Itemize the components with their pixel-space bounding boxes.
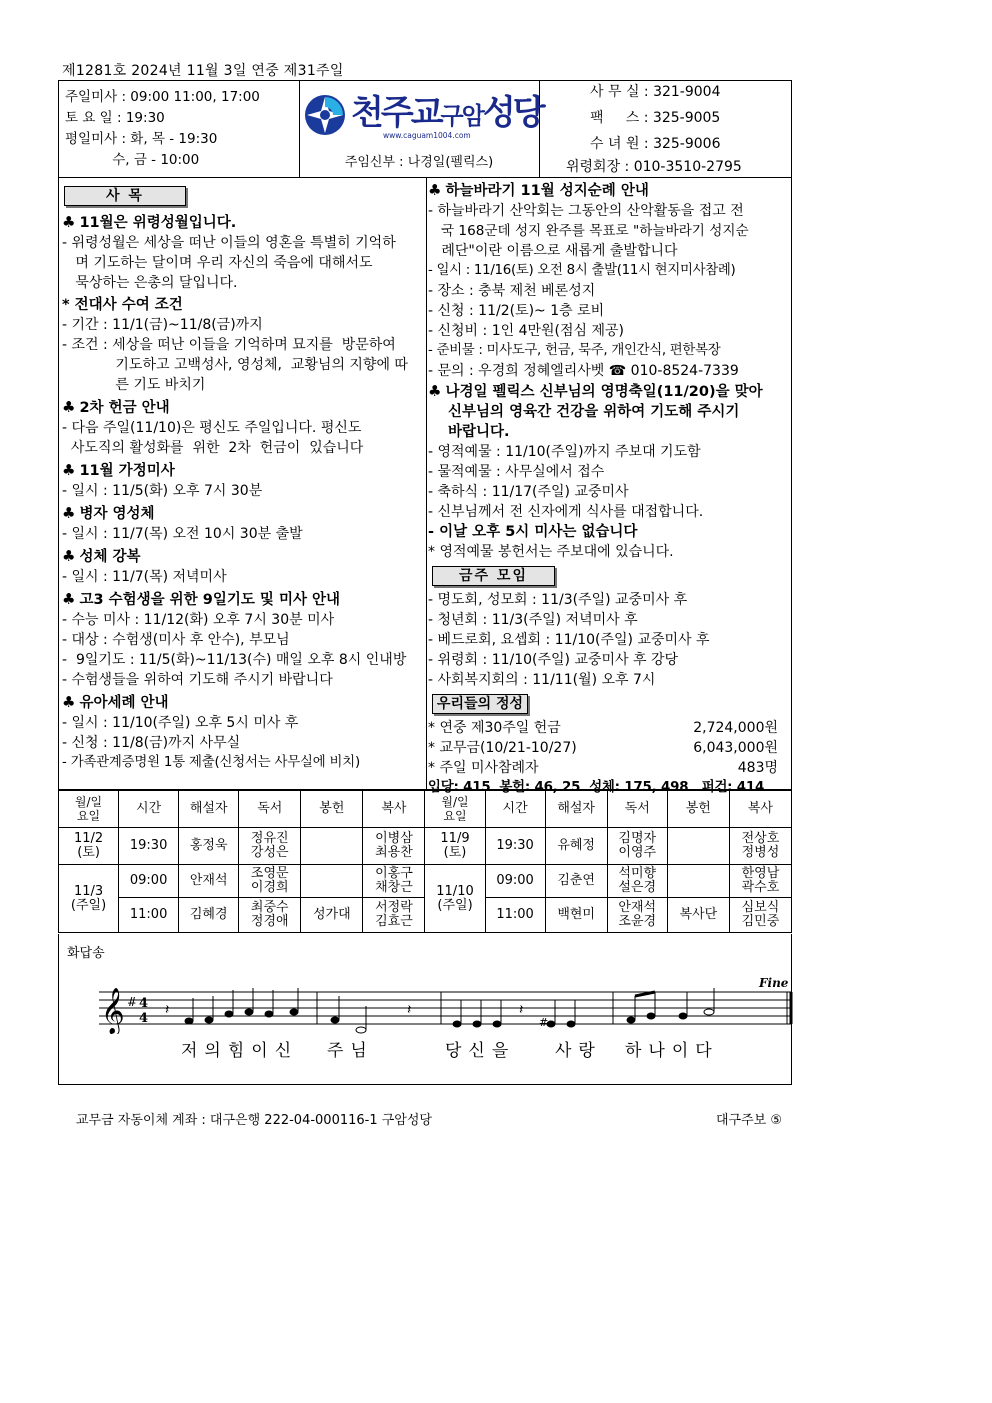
club-icon: ♣ (62, 398, 76, 416)
server-cell: 이병삼 최용찬 (363, 828, 425, 865)
text-line: - 다음 주일(11/10)은 평신도 주일입니다. 평신도 (62, 420, 362, 436)
mass-time-line: 토 요 일 : 19:30 (65, 110, 165, 126)
text-line: - 수능 미사 : 11/12(화) 오후 7시 30분 미사 (62, 612, 335, 628)
issue-line: 제1281호 2024년 11월 3일 연중 제31주일 (62, 63, 344, 79)
svg-text:𝄽: 𝄽 (407, 1002, 412, 1018)
offering-cell: 복사단 (667, 898, 729, 933)
server-cell: 심보식 김민중 (729, 898, 791, 933)
header-cell: 복사 (729, 791, 791, 828)
reading-cell: 조영문 이경희 (239, 865, 301, 898)
offering-cell (301, 865, 363, 898)
text-line: - 신부님께서 전 신자에게 식사를 대접합니다. (428, 504, 704, 520)
text-line: - 축하식 : 11/17(주일) 교중미사 (428, 484, 629, 500)
text-line: - 수험생들을 위하여 기도해 주시기 바랍니다 (62, 672, 333, 688)
right-column (428, 180, 790, 798)
commentator-cell: 백현미 (545, 898, 607, 933)
section-head: ♣ 11월 가정미사 (62, 461, 175, 479)
contact-line: 위령회장 : 010-3510-2795 (566, 159, 742, 175)
server-cell: 이홍구 채창근 (363, 865, 425, 898)
section-head: ♣ 병자 영성체 (62, 504, 155, 522)
reading-cell: 김명자 이영주 (607, 828, 667, 865)
text-line: - 준비물 : 미사도구, 헌금, 묵주, 개인간식, 편한복장 (428, 343, 721, 358)
club-icon: ♣ (62, 547, 76, 565)
contacts (540, 81, 791, 177)
svg-text:4: 4 (139, 1011, 149, 1026)
section-head: ♣ 하늘바라기 11월 성지순례 안내 (428, 181, 649, 199)
section-head: ♣ 11월은 위령성월입니다. (62, 213, 237, 231)
commentator-cell: 유혜정 (545, 828, 607, 865)
header-cell: 시간 (119, 791, 179, 828)
date-cell: 11/9 (토) (425, 828, 485, 865)
offering-cell (667, 865, 729, 898)
text-line: - 가족관계증명원 1통 제출(신청서는 사무실에 비치) (62, 755, 360, 770)
column-divider (426, 178, 427, 790)
text-line: - 신청 : 11/2(토)~ 1층 로비 (428, 303, 605, 319)
section-title-meetings: 금주 모임 (432, 566, 555, 586)
club-icon: ♣ (62, 590, 76, 608)
section-head: ♣ 성체 강복 (62, 547, 141, 565)
section-title-pastoral: 사 목 (64, 186, 186, 206)
text-line: - 문의 : 우경희 정혜엘리사벳 ☎ 010-8524-7339 (428, 363, 739, 379)
svg-text:#: # (127, 995, 138, 1009)
header-cell: 독서 (239, 791, 301, 828)
section-head: ♣ 유아세례 안내 (62, 693, 169, 711)
logo-wordmark (351, 85, 543, 134)
text-line: - 조건 : 세상을 떠난 이들을 기억하며 묘지를 방문하여 (62, 337, 396, 353)
svg-text:𝄞: 𝄞 (101, 988, 125, 1034)
text-line: - 위령성월은 세상을 떠난 이들의 영혼을 특별히 기억하 (62, 235, 396, 251)
section-head-cont: 신부님의 영육간 건강을 위하여 기도해 주시기 (448, 404, 740, 420)
mass-time-line: 수, 금 - 10:00 (65, 152, 200, 168)
table-row (59, 865, 792, 898)
text-line: - 일시 : 11/5(화) 오후 7시 30분 (62, 483, 263, 499)
section-head-cont: 바랍니다. (448, 424, 510, 440)
fine-mark: Fine (759, 976, 789, 990)
commentator-cell: 홍정욱 (179, 828, 239, 865)
contact-line: 수 녀 원 : 325-9006 (590, 136, 721, 152)
offering-row: * 교무금(10/21-10/27) 6,043,000원 (428, 740, 778, 756)
text-line: 른 기도 바치기 (62, 377, 206, 393)
text-line-bold: - 이날 오후 5시 미사는 없습니다 (428, 524, 638, 540)
lyric-word: 사랑 (555, 1041, 602, 1061)
text-line: - 장소 : 충북 제천 베론성지 (428, 283, 596, 299)
time-cell: 11:00 (119, 898, 179, 933)
offering-row: * 연중 제30주일 헌금 2,724,000원 (428, 720, 778, 736)
text-line: 국 168군데 성지 완주를 목표로 "하늘바라기 성지순 (428, 223, 749, 239)
lyric-word: 주님 (327, 1041, 374, 1061)
text-line: 묵상하는 은총의 달입니다. (62, 275, 238, 291)
table-row (59, 828, 792, 865)
offering-cell (667, 828, 729, 865)
server-cell: 서정락 김효근 (363, 898, 425, 933)
responsorial-psalm (58, 934, 792, 1085)
club-icon: ♣ (62, 213, 76, 231)
club-icon: ♣ (62, 461, 76, 479)
header-cell: 봉헌 (667, 791, 729, 828)
offering-row: * 주일 미사참례자 483명 (428, 760, 778, 776)
section-head: ♣ 고3 수험생을 위한 9일기도 및 미사 안내 (62, 590, 341, 608)
reading-cell: 정유진 강성은 (239, 828, 301, 865)
text-line: 며 기도하는 달이며 우리 자신의 죽음에 대해서도 (62, 255, 373, 271)
text-line: - 일시 : 11/10(주일) 오후 5시 미사 후 (62, 715, 299, 731)
date-cell: 11/3 (주일) (59, 865, 119, 933)
attendance-stats: 입당: 415 봉헌: 46, 25 성체: 175, 498 퍼건: 414 (428, 780, 765, 795)
logo-main: 천주교 (351, 93, 441, 133)
text-line: 기도하고 고백성사, 영성체, 교황님의 지향에 따 (62, 357, 408, 373)
page-number: 대구주보 ⑤ (716, 1113, 783, 1128)
contact-line: 사 무 실 : 321-9004 (590, 84, 721, 100)
mass-time-line: 평일미사 : 화, 목 - 19:30 (65, 131, 218, 147)
meeting-line: - 청년회 : 11/3(주일) 저녁미사 후 (428, 612, 638, 628)
text-line: - 기간 : 11/1(금)~11/8(금)까지 (62, 317, 263, 333)
time-cell: 11:00 (485, 898, 545, 933)
header-cell: 해설자 (179, 791, 239, 828)
logo-tail: 성당 (482, 93, 543, 133)
text-line: - 영적예물 : 11/10(주일)까지 주보대 기도함 (428, 444, 701, 460)
time-cell: 19:30 (119, 828, 179, 865)
svg-text:#: # (539, 1016, 549, 1029)
music-staff-icon (99, 984, 793, 1034)
section-head: * 전대사 수여 조건 (62, 297, 183, 313)
meeting-line: - 위령회 : 11/10(주일) 교중미사 후 강당 (428, 652, 679, 668)
logo-sub: 구암 (440, 102, 483, 130)
table-header-row (59, 791, 792, 828)
text-line: - 신청비 : 1인 4만원(점심 제공) (428, 323, 624, 339)
section-title-offerings: 우리들의 정성 (432, 694, 528, 714)
date-cell: 11/10 (주일) (425, 865, 485, 933)
server-cell: 전상호 정병성 (729, 828, 791, 865)
lyric-word: 저의힘이신 (181, 1041, 299, 1061)
church-logo-icon (303, 93, 347, 137)
text-line: * 영적예물 봉헌서는 주보대에 있습니다. (428, 544, 674, 560)
reading-cell: 석미향 설은경 (607, 865, 667, 898)
commentator-cell: 김혜경 (179, 898, 239, 933)
text-line: - 하늘바라기 산악회는 그동안의 산악활동을 접고 전 (428, 203, 744, 219)
header-cell: 복사 (363, 791, 425, 828)
reading-cell: 안재석 조윤경 (607, 898, 667, 933)
offering-cell: 성가대 (301, 898, 363, 933)
text-line: - 9일기도 : 11/5(화)~11/13(수) 매일 오후 8시 인내방 (62, 652, 407, 668)
club-icon: ♣ (428, 382, 442, 400)
text-line: 사도직의 활성화를 위한 2차 헌금이 있습니다 (62, 440, 364, 456)
text-line: - 일시 : 11/7(목) 저녁미사 (62, 569, 227, 585)
meeting-line: - 사회복지회의 : 11/11(월) 오후 7시 (428, 672, 656, 688)
commentator-cell: 안재석 (179, 865, 239, 898)
meeting-line: - 베드로회, 요셉회 : 11/10(주일) 교중미사 후 (428, 632, 710, 648)
section-head: ♣ 나경일 펠릭스 신부님의 영명축일(11/20)을 맞아 (428, 382, 763, 400)
text-line: - 물적예물 : 사무실에서 접수 (428, 464, 605, 480)
time-cell: 19:30 (485, 828, 545, 865)
header-cell: 월/일 요일 (425, 791, 485, 828)
text-line: - 일시 : 11/7(목) 오전 10시 30분 출발 (62, 526, 303, 542)
commentator-cell: 김춘연 (545, 865, 607, 898)
text-line: - 일시 : 11/16(토) 오전 8시 출발(11시 현지미사참례) (428, 263, 736, 278)
text-line: - 신청 : 11/8(금)까지 사무실 (62, 735, 241, 751)
ministry-schedule-table (58, 790, 792, 933)
header-cell: 해설자 (545, 791, 607, 828)
server-cell: 한영남 곽수호 (729, 865, 791, 898)
account-info: 교무금 자동이체 계좌 : 대구은행 222-04-000116-1 구암성당 (76, 1113, 432, 1128)
club-icon: ♣ (62, 693, 76, 711)
section-head: ♣ 2차 헌금 안내 (62, 398, 170, 416)
text-line: - 대상 : 수험생(미사 후 안수), 부모님 (62, 632, 290, 648)
logo-area (299, 81, 543, 177)
header-cell: 시간 (485, 791, 545, 828)
header-cell: 월/일 요일 (59, 791, 119, 828)
svg-text:4: 4 (139, 996, 149, 1011)
time-cell: 09:00 (485, 865, 545, 898)
header-cell: 독서 (607, 791, 667, 828)
svg-text:𝄽: 𝄽 (165, 1002, 170, 1018)
header-cell: 봉헌 (301, 791, 363, 828)
svg-text:𝄽: 𝄽 (519, 1002, 524, 1018)
psalm-title: 화답송 (67, 946, 105, 961)
reading-cell: 최중수 정경애 (239, 898, 301, 933)
left-column (62, 186, 424, 773)
header-box (58, 80, 792, 178)
lyric-word: 당신을 (445, 1041, 516, 1061)
offering-cell (301, 828, 363, 865)
logo-url: www.caguam1004.com (383, 131, 471, 140)
date-cell: 11/2 (토) (59, 828, 119, 865)
mass-time-line: 주일미사 : 09:00 11:00, 17:00 (65, 89, 260, 105)
lyric-word: 하나이다 (625, 1041, 719, 1061)
time-cell: 09:00 (119, 865, 179, 898)
text-line: 례단"이란 이름으로 새롭게 출발합니다 (428, 243, 678, 259)
mass-times (59, 81, 300, 177)
club-icon: ♣ (428, 181, 442, 199)
pastor-name: 주임신부 : 나경일(펠릭스) (344, 155, 494, 170)
meeting-line: - 명도회, 성모회 : 11/3(주일) 교중미사 후 (428, 592, 688, 608)
contact-line: 팩 스 : 325-9005 (590, 110, 721, 126)
club-icon: ♣ (62, 504, 76, 522)
